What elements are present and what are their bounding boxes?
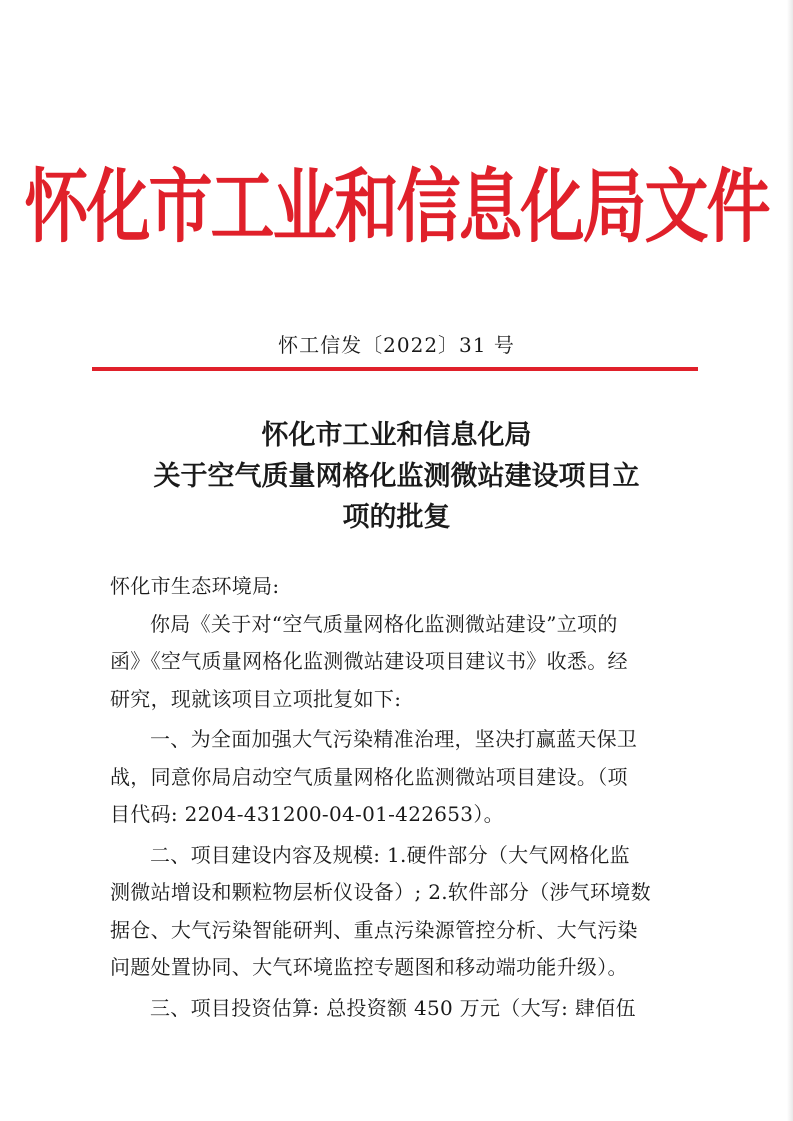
paragraph-item-1 <box>110 721 700 834</box>
document-body <box>110 568 700 1027</box>
paragraph-line: 三、项目投资估算: 总投资额 450 万元（大写: 肆佰伍 <box>150 995 636 1020</box>
title-line-1: 怀化市工业和信息化局 <box>261 420 532 451</box>
paragraph-line: 测微站增设和颗粒物层析仪设备）; 2.软件部分（涉气环境数 <box>110 880 651 904</box>
paragraph-line: 战，同意你局启动空气质量网格化监测微站项目建设。（项 <box>110 764 628 789</box>
paragraph-line: 目代码: 2204-431200-04-01-422653）。 <box>110 802 504 826</box>
document-title <box>100 415 693 538</box>
paragraph-line: 研究，现就该项目立项批复如下: <box>110 686 402 711</box>
scan-edge-shadow <box>787 0 793 1121</box>
paragraph-line: 据仓、大气污染智能研判、重点污染源管控分析、大气污染 <box>110 917 638 942</box>
masthead-title: 怀化市工业和信息化局文件 <box>24 161 769 255</box>
paragraph-line: 二、项目建设内容及规模: 1.硬件部分（大气网格化监 <box>150 842 630 867</box>
red-divider-rule <box>92 367 698 371</box>
paragraph-line: 问题处置协同、大气环境监控专题图和移动端功能升级）。 <box>110 955 628 979</box>
title-line-3: 项的批复 <box>342 502 451 533</box>
paragraph-item-3 <box>110 990 700 1028</box>
paragraph-intro <box>110 606 700 719</box>
paragraph-line: 你局《关于对“空气质量网格化监测微站建设”立项的 <box>150 611 618 636</box>
paragraph-line: 一、为全面加强大气污染精准治理，坚决打赢蓝天保卫 <box>150 727 638 751</box>
paragraph-line: 函》《空气质量网格化监测微站建设项目建议书》收悉。经 <box>110 649 628 673</box>
salutation: 怀化市生态环境局: <box>110 574 280 598</box>
document-number: 怀工信发〔2022〕31 号 <box>278 333 515 357</box>
title-line-2: 关于空气质量网格化监测微站建设项目立 <box>153 461 640 492</box>
paragraph-item-2 <box>110 837 700 987</box>
